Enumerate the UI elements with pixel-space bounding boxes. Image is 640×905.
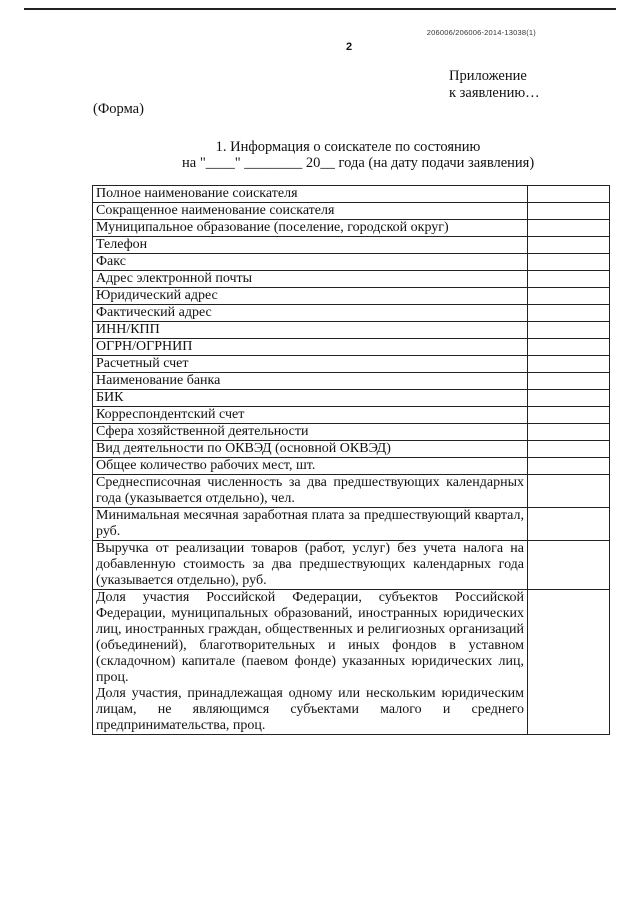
- row-label: Корреспондентский счет: [93, 407, 528, 424]
- row-label: Наименование банка: [93, 373, 528, 390]
- appendix-line-1: Приложение: [449, 68, 527, 84]
- row-value-cell[interactable]: [528, 407, 610, 424]
- appendix-note: [449, 68, 540, 102]
- table-row: [93, 441, 610, 458]
- form-label: (Форма): [93, 101, 144, 117]
- row-value-cell[interactable]: [528, 322, 610, 339]
- page-number: 2: [346, 41, 353, 53]
- table-row: [93, 237, 610, 254]
- row-label: БИК: [93, 390, 528, 407]
- table-row: [93, 254, 610, 271]
- row-value-cell[interactable]: [528, 458, 610, 475]
- row-label: Доля участия, принадлежащая одному или нескольким юридическим лицам, не являющимся субъектами малого и среднего предпринимательства, проц.: [93, 686, 528, 735]
- row-value-cell[interactable]: [528, 203, 610, 220]
- row-label: Юридический адрес: [93, 288, 528, 305]
- table-row: [93, 339, 610, 356]
- row-value-cell[interactable]: [528, 220, 610, 237]
- row-value-cell[interactable]: [528, 339, 610, 356]
- row-value-cell[interactable]: [528, 541, 610, 590]
- row-value-cell[interactable]: [528, 390, 610, 407]
- applicant-info-table: [92, 185, 610, 735]
- row-value-cell[interactable]: [528, 590, 610, 735]
- row-value-cell[interactable]: [528, 305, 610, 322]
- row-value-cell[interactable]: [528, 475, 610, 508]
- row-label: Среднесписочная численность за два предшествующих календарных года (указывается отдельно), чел.: [93, 475, 528, 508]
- appendix-line-2: к заявлению…: [449, 85, 540, 101]
- table-row: [93, 305, 610, 322]
- row-label: Сокращенное наименование соискателя: [93, 203, 528, 220]
- table-row: [93, 186, 610, 203]
- row-label: Сфера хозяйственной деятельности: [93, 424, 528, 441]
- row-value-cell[interactable]: [528, 271, 610, 288]
- table-row: [93, 390, 610, 407]
- row-label: ОГРН/ОГРНИП: [93, 339, 528, 356]
- table-row: [93, 458, 610, 475]
- section-date-line: на "____" ________ 20__ года (на дату подачи заявления): [182, 155, 535, 171]
- table-row: [93, 541, 610, 590]
- row-label: Расчетный счет: [93, 356, 528, 373]
- table-row: [93, 271, 610, 288]
- table-row: [93, 322, 610, 339]
- row-value-cell[interactable]: [528, 441, 610, 458]
- table-row: [93, 508, 610, 541]
- table-row: [93, 220, 610, 237]
- row-label: Адрес электронной почты: [93, 271, 528, 288]
- table-row: [93, 475, 610, 508]
- row-label: Муниципальное образование (поселение, городской округ): [93, 220, 528, 237]
- row-label: ИНН/КПП: [93, 322, 528, 339]
- row-label: Телефон: [93, 237, 528, 254]
- row-label: Факс: [93, 254, 528, 271]
- top-border-line: [24, 8, 616, 10]
- row-value-cell[interactable]: [528, 373, 610, 390]
- table-row: [93, 424, 610, 441]
- table-row: [93, 356, 610, 373]
- table-row: [93, 407, 610, 424]
- row-label: Минимальная месячная заработная плата за предшествующий квартал, руб.: [93, 508, 528, 541]
- row-label: Фактический адрес: [93, 305, 528, 322]
- row-value-cell[interactable]: [528, 356, 610, 373]
- row-value-cell[interactable]: [528, 186, 610, 203]
- table-row: [93, 203, 610, 220]
- row-value-cell[interactable]: [528, 288, 610, 305]
- row-label: Доля участия Российской Федерации, субъектов Российской Федерации, муниципальных образований, иностранных юридических лиц, иностранных граждан, общественных и религиозных организаций (объединений), благотворительных и иных фондов в уставном (складочном) капитале (паевом фонде) указанных юридических лиц, проц.: [93, 590, 528, 687]
- table-row: [93, 373, 610, 390]
- row-label: Выручка от реализации товаров (работ, услуг) без учета налога на добавленную стоимость за два предшествующих календарных года (указывается отдельно), руб.: [93, 541, 528, 590]
- row-value-cell[interactable]: [528, 424, 610, 441]
- row-label: Общее количество рабочих мест, шт.: [93, 458, 528, 475]
- document-code: 206006/206006-2014-13038(1): [426, 28, 536, 37]
- applicant-info-table-body: [93, 186, 610, 735]
- row-value-cell[interactable]: [528, 237, 610, 254]
- table-row: [93, 590, 610, 687]
- table-row: [93, 288, 610, 305]
- row-label: Вид деятельности по ОКВЭД (основной ОКВЭД): [93, 441, 528, 458]
- row-label: Полное наименование соискателя: [93, 186, 528, 203]
- section-title: 1. Информация о соискателе по состоянию: [215, 139, 481, 155]
- row-value-cell[interactable]: [528, 254, 610, 271]
- row-value-cell[interactable]: [528, 508, 610, 541]
